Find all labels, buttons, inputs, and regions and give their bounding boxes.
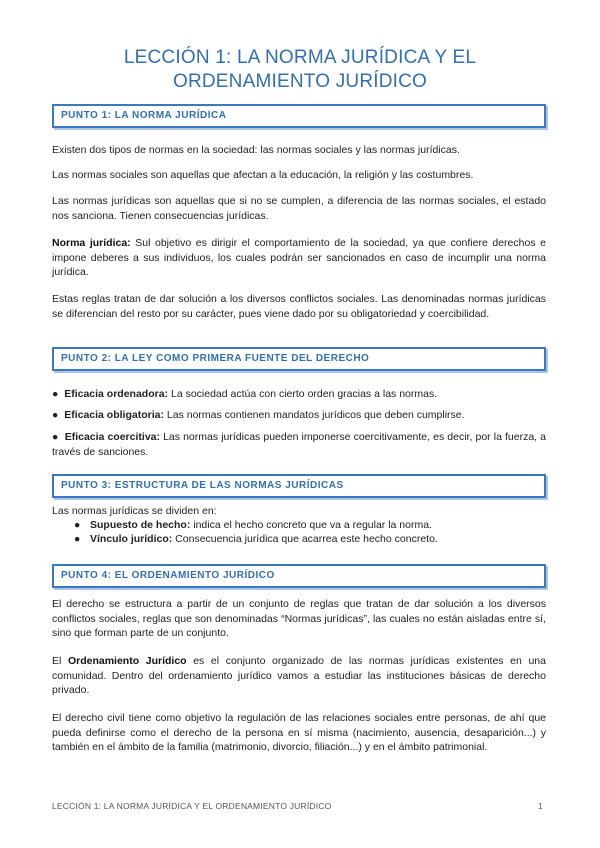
- s2-bullet-2-label: Eficacia obligatoria:: [64, 409, 164, 421]
- bullet-icon: ●: [52, 409, 59, 421]
- s3-item-2-label: Vínculo jurídico:: [90, 533, 173, 545]
- bullet-icon: ●: [74, 533, 81, 545]
- s4-paragraph-2-prefix: El: [52, 655, 68, 667]
- s2-bullet-1-label: Eficacia ordenadora:: [64, 388, 169, 400]
- norma-juridica-label: Norma jurídica:: [52, 237, 131, 249]
- s3-item-1: [74, 518, 544, 533]
- s2-bullet-2-text: Las normas contienen mandatos jurídicos que deben cumplirse.: [163, 409, 465, 421]
- section-heading-3: [52, 474, 546, 498]
- s2-bullet-3-text: Las normas jurídicas pueden imponerse coercitivamente, es decir, por la fuerza, a través de sanciones.: [52, 431, 547, 458]
- s1-paragraph-5: Estas reglas tratan de dar solución a los diversos conflictos sociales. Las denominadas normas jurídicas se diferencian del resto por su carácter, pues viene dado por su obligatoriedad y coercibilidad.: [52, 293, 546, 320]
- section-heading-4-text: PUNTO 4: EL ORDENAMIENTO JURÍDICO: [61, 570, 275, 581]
- s4-paragraph-3: El derecho civil tiene como objetivo la regulación de las relaciones sociales entre personas, de ahí que pueda definirse como el derecho de la persona en sí misma (nacimiento, ausencia, desaparición...) y también en el ámbito de la familia (matrimonio, divorcio, filiación...) y en el ámbito patrimonial.: [52, 712, 546, 753]
- section-heading-2-text: PUNTO 2: LA LEY COMO PRIMERA FUENTE DEL DERECHO: [61, 353, 370, 364]
- bullet-icon: ●: [52, 388, 59, 400]
- s1-paragraph-4: [52, 236, 546, 280]
- s3-item-1-text: indica el hecho concreto que va a regular la norma.: [190, 519, 432, 531]
- ordenamiento-juridico-label: Ordenamiento Jurídico: [67, 655, 187, 667]
- title-line-2: ORDENAMIENTO JURÍDICO: [172, 71, 428, 92]
- s2-bullet-2: [52, 408, 546, 423]
- section-heading-1-text: PUNTO 1: LA NORMA JURÍDICA: [61, 110, 227, 121]
- section-heading-3-text: PUNTO 3: ESTRUCTURA DE LAS NORMAS JURÍDICAS: [61, 480, 344, 491]
- s2-bullet-3-label: Eficacia coercitiva:: [64, 431, 160, 443]
- page-number: 1: [538, 801, 543, 811]
- title-line-1: LECCIÓN 1: LA NORMA JURÍDICA Y EL: [123, 47, 477, 68]
- s2-bullet-1: [52, 387, 546, 402]
- footer-title: LECCIÓN 1: LA NORMA JURÍDICA Y EL ORDENAMIENTO JURÍDICO: [52, 801, 332, 811]
- s3-item-2: [74, 532, 544, 547]
- s1-paragraph-2: Las normas sociales son aquellas que afectan a la educación, la religión y las costumbres.: [52, 169, 474, 181]
- s3-intro: Las normas jurídicas se dividen en:: [52, 505, 217, 517]
- document-title: [0, 46, 600, 94]
- s2-bullet-1-text: La sociedad actúa con cierto orden gracias a las normas.: [168, 388, 438, 400]
- section-heading-1: [52, 104, 546, 128]
- bullet-icon: ●: [52, 431, 59, 443]
- s1-paragraph-1: Existen dos tipos de normas en la sociedad: las normas sociales y las normas jurídicas.: [52, 144, 460, 156]
- s4-paragraph-2: [52, 654, 546, 698]
- bullet-icon: ●: [74, 519, 81, 531]
- section-heading-2: [52, 347, 546, 371]
- s1-paragraph-3: Las normas jurídicas son aquellas que si no se cumplen, a diferencia de las normas sociales, el estado nos sanciona. Tienen consecuencias jurídicas.: [52, 195, 546, 222]
- norma-juridica-text: Sul objetivo es dirigir el comportamiento de la sociedad, ya que confiere derechos e impone deberes a sus individuos, los cuales podrán ser sancionados en caso de incumplir una norma jurídica.: [52, 237, 546, 278]
- s4-paragraph-2-text: es el conjunto organizado de las normas jurídicas existentes en una comunidad. Dentro del ordenamiento jurídico vamos a estudiar las instituciones básicas de derecho privado.: [52, 655, 546, 696]
- section-heading-4: [52, 564, 546, 588]
- s3-item-2-text: Consecuencia jurídica que acarrea este hecho concreto.: [172, 533, 438, 545]
- s3-item-1-label: Supuesto de hecho:: [90, 519, 191, 531]
- s2-bullet-3: [52, 430, 546, 459]
- s4-paragraph-1: El derecho se estructura a partir de un conjunto de reglas que tratan de dar solución a los diversos conflictos sociales, reglas que son denominadas “Normas jurídicas”, las cuales no están aisladas entre sí, sino que forman parte de un conjunto.: [52, 598, 546, 639]
